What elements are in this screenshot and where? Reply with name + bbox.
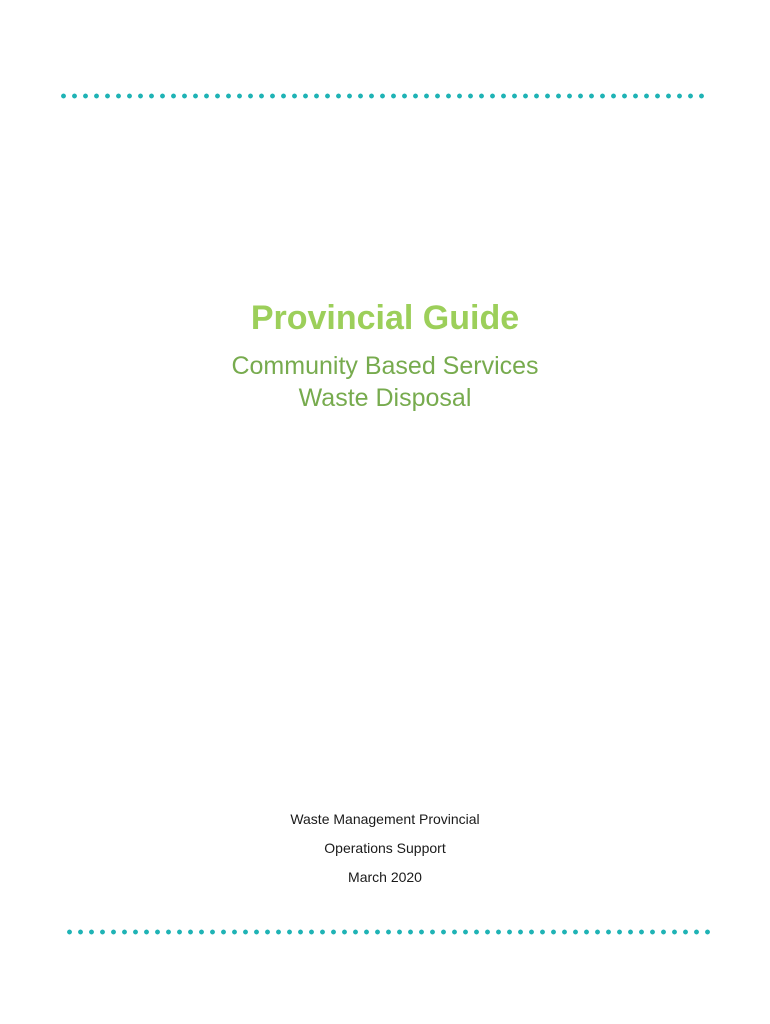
document-subtitle-line2: Waste Disposal xyxy=(298,384,472,412)
publication-date: March 2020 xyxy=(348,869,422,885)
bottom-dotted-rule xyxy=(64,929,712,935)
unit-name: Operations Support xyxy=(324,840,446,856)
document-title: Provincial Guide xyxy=(250,299,520,337)
title-block xyxy=(0,296,770,414)
top-dotted-rule xyxy=(58,93,706,99)
publication-info xyxy=(0,805,770,892)
document-subtitle-line1: Community Based Services xyxy=(231,352,539,380)
department-name: Waste Management Provincial xyxy=(290,811,480,827)
